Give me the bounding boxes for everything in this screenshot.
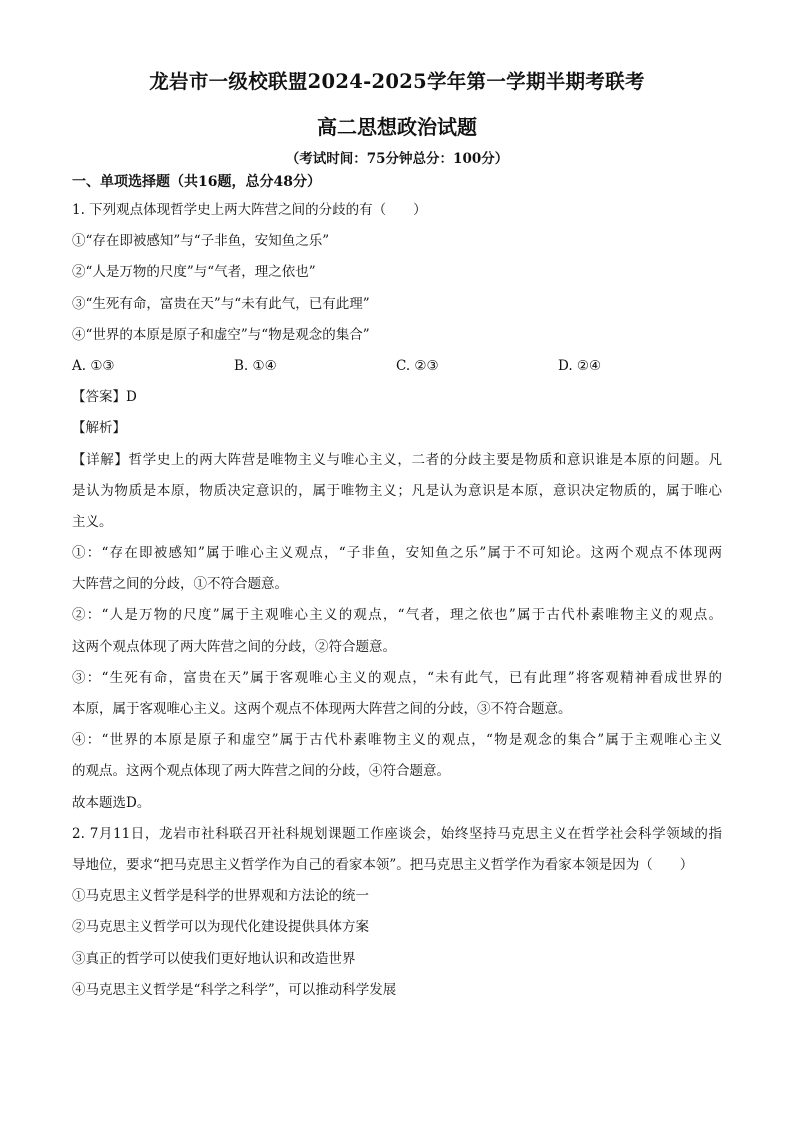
q1-explanation-line: 这两个观点体现了两大阵营之间的分歧，②符合题意。 — [72, 638, 396, 655]
q1-explanation-line: 【详解】哲学史上的两大阵营是唯物主义与唯心主义，二者的分歧主要是物质和意识谁是本原的问题。凡 — [72, 451, 722, 468]
page-subtitle: 高二思想政治试题 — [317, 115, 477, 139]
choice-b: B. ①④ — [234, 357, 277, 374]
q1-explanation-line: ①：“存在即被感知”属于唯心主义观点，“子非鱼，安知鱼之乐”属于不可知论。这两个观点不体现两 — [72, 545, 722, 562]
q1-explanation-line: 是认为物质是本原，物质决定意识的，属于唯物主义；凡是认为意识是本原，意识决定物质的，属于唯心 — [72, 482, 722, 499]
q1-explanation-line: ③：“生死有命，富贵在天”属于客观唯心主义的观点，“未有此气，已有此理”将客观精神看成世界的 — [72, 669, 722, 686]
q1-explanation-line: 的观点。这两个观点体现了两大阵营之间的分歧，④符合题意。 — [72, 763, 450, 780]
question-content — [72, 200, 722, 1011]
q1-answer: 【答案】D — [72, 389, 137, 406]
q1-item: ③“生死有命，富贵在天”与“未有此气，已有此理” — [72, 295, 370, 312]
q1-explanation-line: 本原，属于客观唯心主义。这两个观点不体现两大阵营之间的分歧，③不符合题意。 — [72, 701, 572, 717]
q2-item: ②马克思主义哲学可以为现代化建设提供具体方案 — [72, 919, 369, 936]
section-heading: 一、单项选择题（共16题，总分48分） — [72, 174, 321, 190]
q1-item: ①“存在即被感知”与“子非鱼，安知鱼之乐” — [72, 233, 330, 250]
q1-item: ④“世界的本原是原子和虚空”与“物是观念的集合” — [72, 326, 370, 343]
q1-conclusion: 故本题选D。 — [72, 794, 151, 811]
q1-explanation-line: 主义。 — [72, 513, 113, 530]
exam-info: （考试时间：75分钟总分：100分） — [285, 151, 509, 167]
page-title: 龙岩市一级校联盟2024-2025学年第一学期半期考联考 — [149, 70, 645, 93]
q2-item: ④马克思主义哲学是“科学之科学”，可以推动科学发展 — [72, 981, 397, 998]
q2-stem-line: 导地位，要求“把马克思主义哲学作为自己的看家本领”。把马克思主义哲学作为看家本领是因为（ ） — [72, 856, 694, 873]
choice-a: A. ①③ — [72, 357, 115, 374]
choice-d: D. ②④ — [558, 357, 602, 374]
q1-explanation-line: ④：“世界的本原是原子和虚空”属于古代朴素唯物主义的观点，“物是观念的集合”属于主观唯心主义 — [72, 732, 722, 749]
q1-choices — [72, 356, 722, 387]
q2-item: ③真正的哲学可以使我们更好地认识和改造世界 — [72, 950, 356, 967]
q1-explanation-line: 大阵营之间的分歧，①不符合题意。 — [72, 576, 288, 593]
q2-stem-line: 2. 7月11日，龙岩市社科联召开社科规划课题工作座谈会，始终坚持马克思主义在哲学社会科学领域的指 — [72, 825, 722, 842]
q1-analysis-label: 【解析】 — [72, 420, 126, 437]
q1-stem: 1. 下列观点体现哲学史上两大阵营之间的分歧的有（ ） — [72, 202, 427, 218]
q2-item: ①马克思主义哲学是科学的世界观和方法论的统一 — [72, 888, 369, 905]
q1-item: ②“人是万物的尺度”与“气者，理之依也” — [72, 264, 316, 281]
q1-explanation-line: ②：“人是万物的尺度”属于主观唯心主义的观点，“气者，理之依也”属于古代朴素唯物主义的观点。 — [72, 607, 722, 624]
choice-c: C. ②③ — [396, 357, 439, 374]
